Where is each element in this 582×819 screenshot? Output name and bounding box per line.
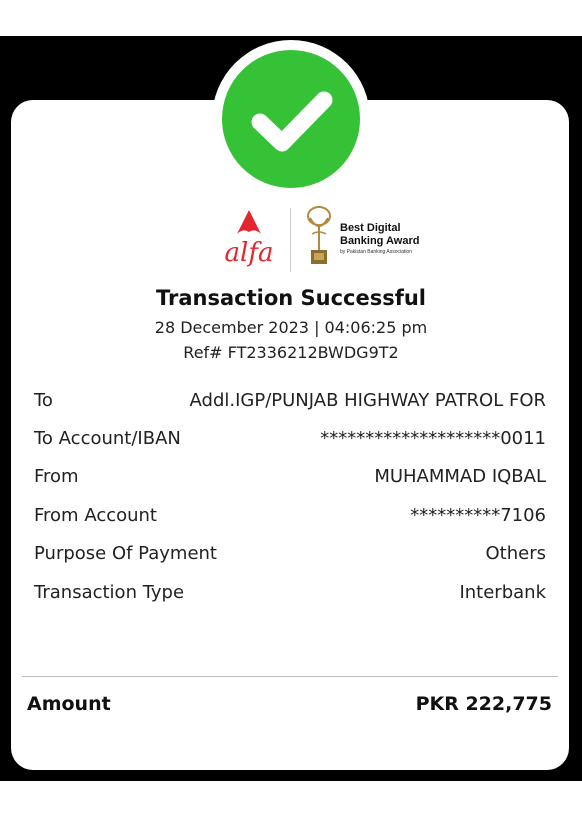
- award-logo: [302, 204, 422, 274]
- detail-value: Interbank: [459, 582, 546, 603]
- detail-value: **********7106: [410, 505, 546, 526]
- detail-label: From Account: [34, 505, 157, 526]
- detail-row-from: [34, 466, 546, 492]
- logo-divider: [290, 208, 291, 272]
- detail-row-purpose: [34, 543, 546, 569]
- detail-value: ********************0011: [320, 428, 546, 449]
- detail-label: To Account/IBAN: [34, 428, 181, 449]
- alfa-logo-text: alfa: [224, 238, 274, 268]
- transaction-datetime: 28 December 2023 | 04:06:25 pm: [154, 318, 428, 337]
- award-subtitle: by Pakistan Banking Association: [340, 249, 412, 255]
- top-margin: [0, 0, 582, 36]
- detail-value: Others: [485, 543, 546, 564]
- amount-label: Amount: [27, 693, 111, 715]
- status-badge: [222, 50, 360, 188]
- detail-row-from-account: [34, 505, 546, 531]
- detail-row-to-account: [34, 428, 546, 454]
- brand-logos: [0, 200, 582, 280]
- page-title: Transaction Successful: [155, 286, 427, 310]
- check-icon: [222, 50, 360, 188]
- alfa-triangle-icon: [218, 208, 280, 238]
- detail-row-transaction-type: [34, 582, 546, 608]
- detail-label: From: [34, 466, 79, 487]
- award-title-line1: Best Digital: [340, 222, 401, 234]
- detail-label: Transaction Type: [34, 582, 185, 603]
- alfa-logo: [218, 208, 280, 272]
- detail-value: MUHAMMAD IQBAL: [374, 466, 546, 487]
- award-title-line2: Banking Award: [340, 235, 420, 247]
- detail-label: To: [34, 390, 53, 411]
- trophy-icon: [302, 204, 336, 270]
- amount-value: PKR 222,775: [415, 693, 552, 715]
- bottom-margin: [0, 781, 582, 819]
- detail-value: Addl.IGP/PUNJAB HIGHWAY PATROL FOR: [189, 390, 546, 411]
- detail-label: Purpose Of Payment: [34, 543, 217, 564]
- transaction-reference: Ref# FT2336212BWDG9T2: [183, 343, 399, 362]
- amount-divider: [22, 676, 558, 677]
- detail-row-to: [34, 390, 546, 416]
